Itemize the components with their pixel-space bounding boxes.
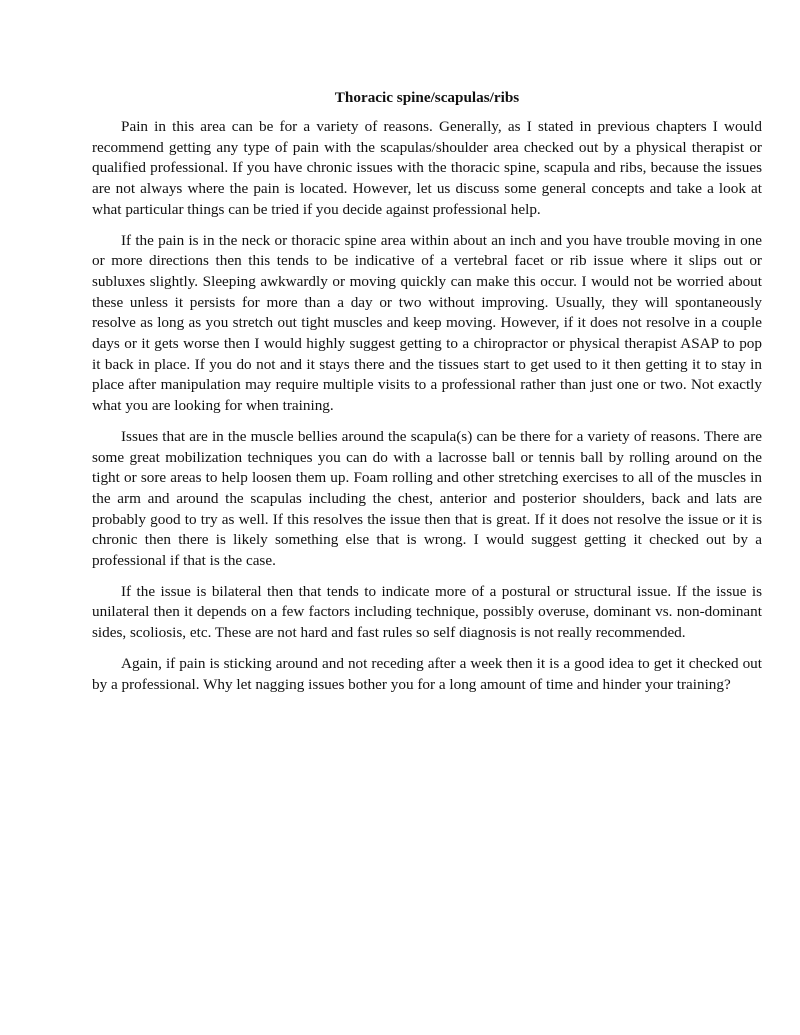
paragraph-3: Issues that are in the muscle bellies around the scapula(s) can be there for a variety of reasons. There are some great mobilization techniques you can do with a lacrosse ball or tennis ball by rolling around on the tight or sore areas to help loosen them up. Foam rolling and other stretching exercises to all of the muscles in the arm and around the scapulas including the chest, anterior and posterior shoulders, back and lats are probably good to try as well. If this resolves the issue then that is great. If it does not resolve the issue or it is chronic then there is likely something else that is wrong. I would suggest getting it checked out by a professional if that is the case. <box>92 427 762 570</box>
document-page <box>92 88 762 705</box>
paragraph-2: If the pain is in the neck or thoracic spine area within about an inch and you have trouble moving in one or more directions then this tends to be indicative of a vertebral facet or rib issue where it slips out or subluxes slightly. Sleeping awkwardly or moving quickly can make this occur. I would not be worried about these unless it persists for more than a day or two without improving. Usually, they will spontaneously resolve as long as you stretch out tight muscles and keep moving. However, if it does not resolve in a couple days or it gets worse then I would highly suggest getting to a chiropractor or physical therapist ASAP to pop it back in place. If you do not and it stays there and the tissues start to get used to it then getting it to stay in place after manipulation may require multiple visits to a professional rather than just one or two. Not exactly what you are looking for when training. <box>92 231 762 415</box>
paragraph-1: Pain in this area can be for a variety of reasons. Generally, as I stated in previous chapters I would recommend getting any type of pain with the scapulas/shoulder area checked out by a physical therapist or qualified professional. If you have chronic issues with the thoracic spine, scapula and ribs, because the issues are not always where the pain is located. However, let us discuss some general concepts and take a look at what particular things can be tried if you decide against professional help. <box>92 118 762 218</box>
section-title: Thoracic spine/scapulas/ribs <box>334 89 520 106</box>
paragraph-5: Again, if pain is sticking around and not receding after a week then it is a good idea to get it checked out by a professional. Why let nagging issues bother you for a long amount of time and hinder your training? <box>92 654 762 693</box>
paragraph-4: If the issue is bilateral then that tends to indicate more of a postural or structural issue. If the issue is unilateral then it depends on a few factors including technique, possibly overuse, dominant vs. non-dominant sides, scoliosis, etc. These are not hard and fast rules so self diagnosis is not really recommended. <box>92 582 762 642</box>
